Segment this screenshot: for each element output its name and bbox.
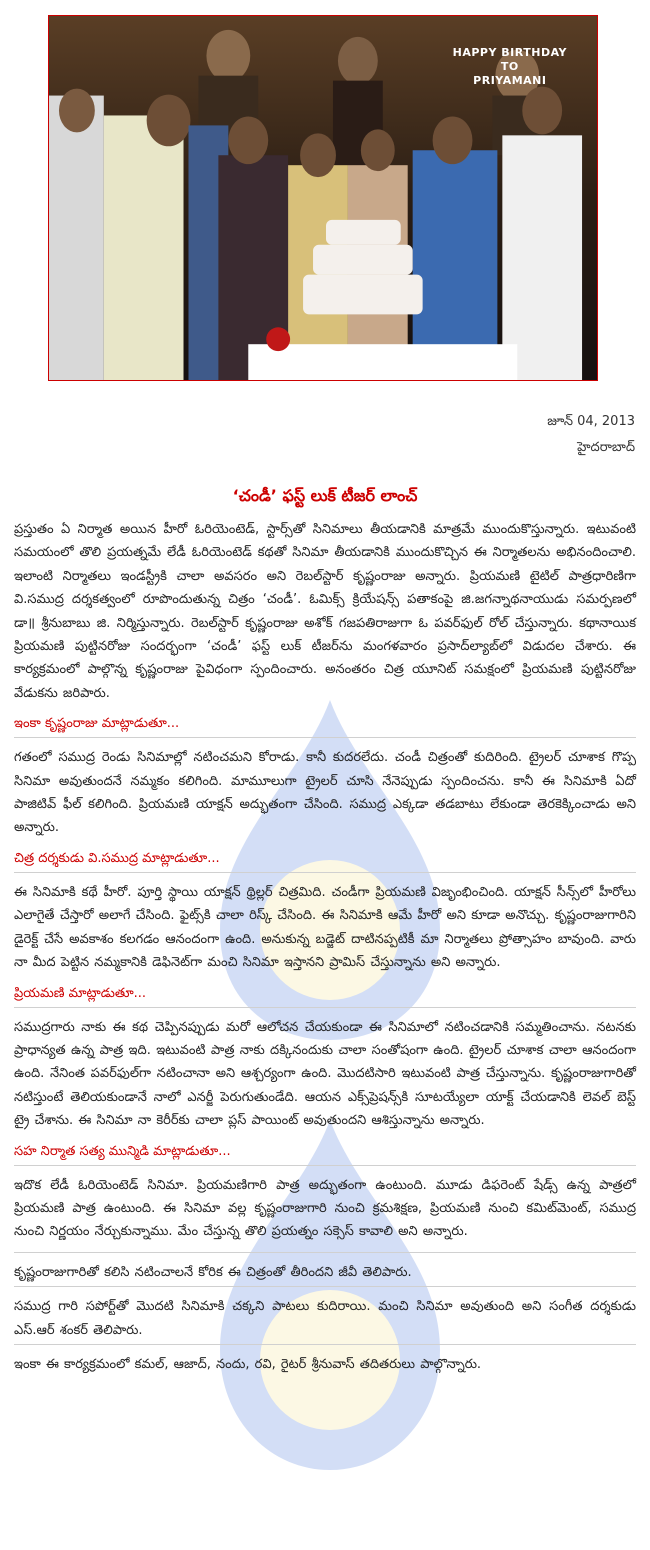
section-divider bbox=[14, 737, 636, 738]
article-date: జూన్ 04, 2013 bbox=[547, 414, 635, 429]
closing-paragraph-music-director: సముద్ర గారి సపోర్ట్‌తో మొదటి సినిమాకి చక్కని పాటలు కుదిరాయి. మంచి సినిమా అవుతుంది అని సంగీత దర్శకుడు ఎస్.ఆర్ శంకర్ తెలిపారు. bbox=[14, 1299, 636, 1338]
closing-paragraph-attendees: ఇంకా ఈ కార్యక్రమంలో కమల్, ఆజాద్, నందు, రవి, రైటర్ శ్రీనువాస్ తదితరులు పాల్గొన్నారు. bbox=[14, 1356, 482, 1372]
section-divider bbox=[14, 872, 636, 873]
section-paragraph-priyamani: సముద్రగారు నాకు ఈ కథ చెప్పినప్పుడు మరో ఆలోచన చేయకుండా ఈ సినిమాలో నటించడానికి సమ్మతించాను. నటనకు ప్రాధాన్యత ఉన్న పాత్ర ఇది. ఇటువంటి పాత్ర నాకు దక్కినందుకు చాలా సంతోషంగా ఉంది. ట్రైలర్ చూశాక చాలా ఆనందంగా ఉంది. నేనింత పవర్‌ఫుల్‌గా నటించానా అని ఆశ్చర్యంగా ఉంది. మొదటిసారి ఇటువంటి పాత్ర చేస్తున్నాను. కృష్ణంరాజుగారితో నటిస్తుంటే తెలియకుండానే నాలో ఎనర్జీ పెరుగుతుండేది. ఆయన ఎక్స్‌ప్రెషన్స్‌కి సూటయ్యేలా యాక్ట్ చేయడానికి లెవల్ బెస్ట్ ట్రై చేశాను. ఈ సినిమా నా కెరీర్‌కు చాలా ప్లస్ పాయింట్ అవుతుందని ఆశిస్తున్నాను అన్నారు. bbox=[14, 1019, 636, 1129]
event-photo bbox=[48, 15, 598, 381]
section-paragraph-krishnamraju: గతంలో సముద్ర రెండు సినిమాల్లో నటించమని కోరాడు. కానీ కుదరలేదు. చండీ చిత్రంతో కుదిరింది. ట్రైలర్ చూశాక గొప్ప సినిమా అవుతుందనే నమ్మకం కలిగింది. మామూలుగా ట్రైలర్ చూసి నేనెప్పుడు స్పందించను. కానీ ఈ సినిమాకి ఏదో పాజిటివ్ ఫీల్ కలిగింది. ప్రియమణి యాక్షన్ అద్భుతంగా చేసింది. సముద్ర ఎక్కడా తడబాటు లేకుండా తెరకెక్కించాడు అని అన్నారు. bbox=[14, 750, 636, 836]
section-heading-co-producer: సహ నిర్మాత సత్య మున్మిడి మాట్లాడుతూ... bbox=[14, 1143, 231, 1159]
section-divider bbox=[14, 1165, 636, 1166]
section-divider bbox=[14, 1344, 636, 1345]
section-paragraph-director: ఈ సినిమాకి కథే హీరో. పూర్తి స్థాయి యాక్షన్ థ్రిల్లర్ చిత్రమిది. చండీగా ప్రియమణి విజృంభించింది. యాక్షన్ సీన్స్‌లో హీరోలు ఎలాగైతే చేస్తారో అలాగే చేసింది. ఫైట్స్‌కి చాలా రిస్క్ చేసింది. ఈ సినిమాకి ఆమే హీరో అని కూడా అనొచ్చు. కృష్ణంరాజుగారిని డైరెక్ట్ చేసే అవకాశం కలగడం ఆనందంగా ఉంది. అనుకున్న బడ్జెట్ దాటినప్పటికీ మా నిర్మాతలు ప్రోత్సాహం బావుంది. వారు నా మీద పెట్టిన నమ్మకానికి డెఫినెట్‌గా మంచి సినిమా ఇస్తానని ప్రామిస్ చేస్తున్నాను అని అన్నారు. bbox=[14, 884, 636, 971]
closing-paragraph-gv: కృష్ణంరాజుగారితో కలిసి నటించాలనే కోరిక ఈ చిత్రంతో తీరిందని జీవీ తెలిపారు. bbox=[14, 1264, 412, 1280]
section-heading-krishnamraju: ఇంకా కృష్ణంరాజు మాట్లాడుతూ... bbox=[14, 716, 180, 732]
article-headline: ‘చండీ’ ఫస్ట్ లుక్ టీజర్ లాంచ్ bbox=[232, 486, 418, 505]
section-divider bbox=[14, 1252, 636, 1253]
article-body bbox=[14, 518, 636, 1376]
section-divider bbox=[14, 1286, 636, 1287]
photo-banner-text: HAPPY BIRTHDAY TO PRIYAMANI bbox=[452, 46, 567, 87]
section-paragraph-co-producer: ఇదొక లేడీ ఓరియెంటెడ్ సినిమా. ప్రియమణిగారి పాత్ర అద్భుతంగా ఉంటుంది. మూడు డిఫరెంట్ షేడ్స్ ఉన్న పాత్రలో ప్రియమణి పాత్ర ఉంటుంది. ఈ సినిమా వల్ల కృష్ణంరాజుగారి నుంచి క్రమశిక్షణ, ప్రియమణి నుంచి కమిట్‌మెంట్, సముద్ర నుంచి నిర్ణయం నేర్చుకున్నాము. మేం చేస్తున్న తొలి ప్రయత్నం సక్సెస్ కావాలి అని అన్నారు. bbox=[14, 1177, 636, 1240]
intro-paragraph: ప్రస్తుతం ఏ నిర్మాత అయిన హీరో ఓరియెంటెడ్, స్టార్స్‌తో సినిమాలు తీయడానికి మాత్రమే ముందుకొస్తున్నారు. ఇటువంటి సమయంలో తొలి ప్రయత్నమే లేడీ ఓరియెంటెడ్ కథతో సినిమా తీయడానికి ముందుకొచ్చిన ఈ నిర్మాతలను అభినందించాలి. ఇలాంటి నిర్మాతలు ఇండస్ట్రీకి చాలా అవసరం అని రెబల్‌స్టార్ కృష్ణంరాజు అన్నారు. ప్రియమణి టైటిల్ పాత్రధారిణిగా వి.సముద్ర దర్శకత్వంలో రూపొందుతున్న చిత్రం ‘చండీ’. ఓమిక్స్ క్రియేషన్స్ పతాకంపై జి.జగన్నాథనాయుడు సమర్పణలో డా॥ శ్రీనుబాబు జి. నిర్మిస్తున్నారు. రెబల్‌స్టార్ కృష్ణంరాజు అశోక్ గజపతిరాజుగా ఓ పవర్‌ఫుల్ రోల్ చేస్తున్నారు. కథానాయిక ప్రియమణి పుట్టినరోజు సందర్భంగా ‘చండీ’ ఫస్ట్ లుక్ టీజర్‌ను మంగళవారం ప్రసాద్‌ల్యాబ్‌లో విడుదల చేశారు. ఈ కార్యక్రమంలో పాల్గొన్న కృష్ణంరాజు పైవిధంగా స్పందించారు. అనంతరం చిత్ర యూనిట్ సమక్షంలో ప్రియమణి పుట్టినరోజు వేడుకను జరిపారు. bbox=[14, 522, 636, 701]
section-heading-director: చిత్ర దర్శకుడు వి.సముద్ర మాట్లాడుతూ... bbox=[14, 850, 220, 866]
article-place: హైదరాబాద్ bbox=[577, 440, 635, 455]
section-divider bbox=[14, 1007, 636, 1008]
section-heading-priyamani: ప్రియమణి మాట్లాడుతూ... bbox=[14, 985, 147, 1001]
